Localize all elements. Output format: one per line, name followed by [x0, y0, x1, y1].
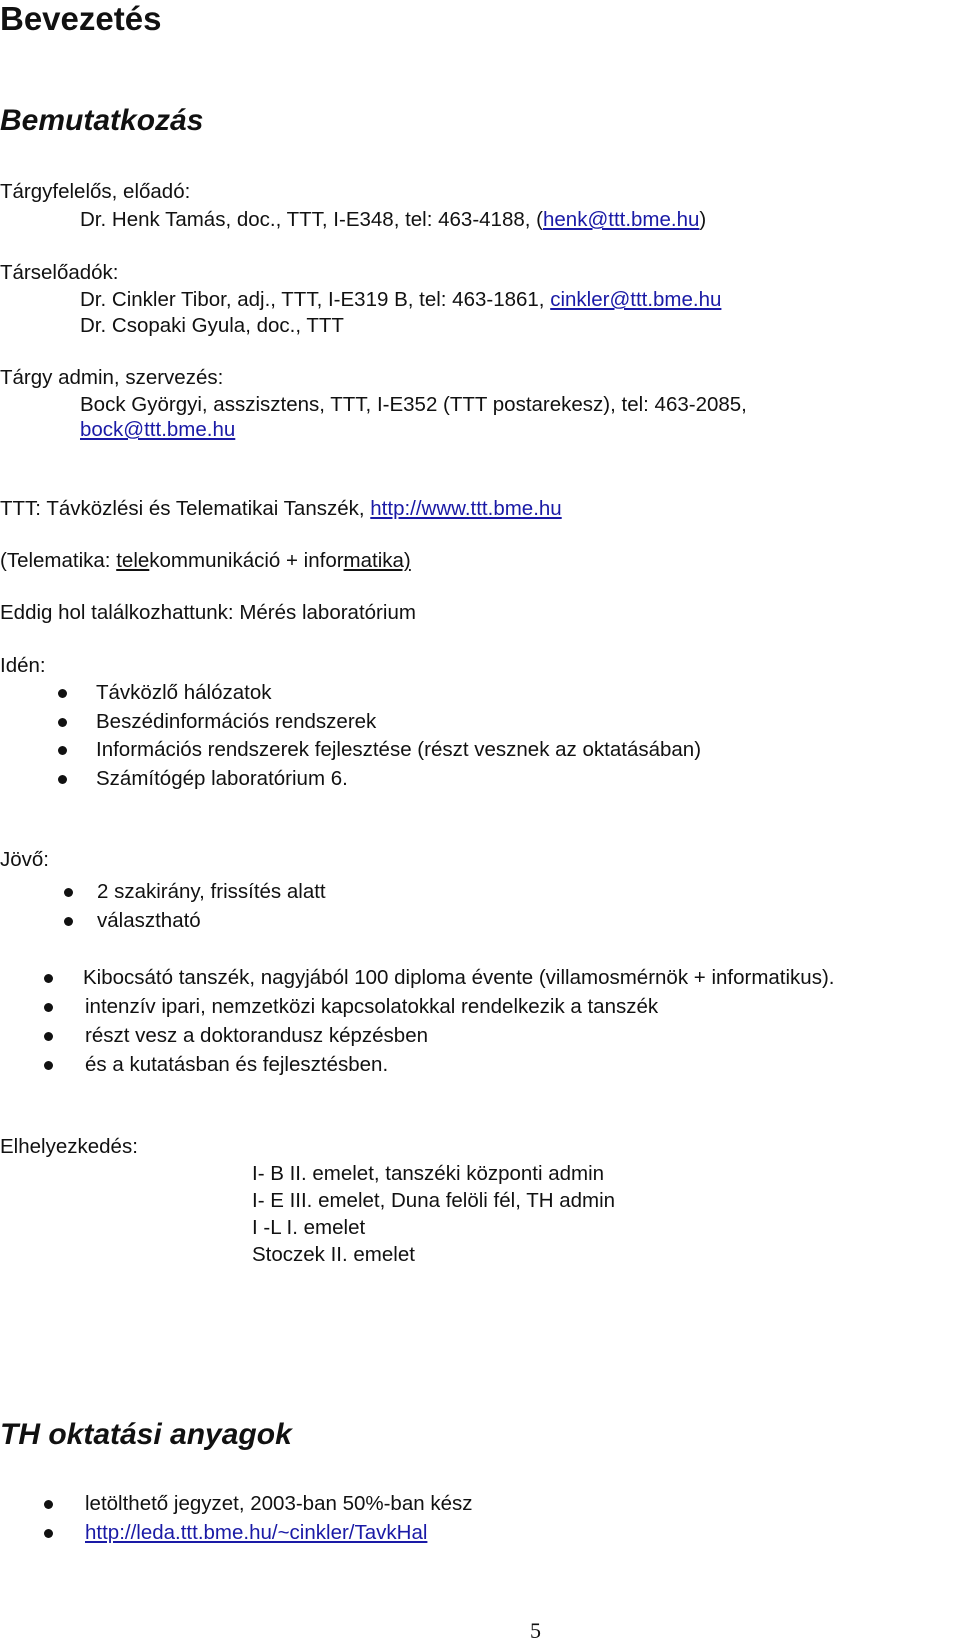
admin-email-link[interactable]: bock@ttt.bme.hu [80, 418, 236, 441]
bullet-icon [64, 917, 73, 926]
telematika-matika: matika) [343, 549, 411, 572]
admin-label: Tárgy admin, szervezés: [0, 366, 224, 389]
materials-item: letölthető jegyzet, 2003-ban 50%-ban kész [85, 1492, 473, 1515]
bullet-icon [44, 1500, 53, 1509]
dept-item: intenzív ipari, nemzetközi kapcsolatokkal rendelkezik a tanszék [85, 995, 659, 1018]
materials-link-line [85, 1521, 427, 1545]
iden-item: Információs rendszerek fejlesztése (részt vesznek az oktatásában) [96, 738, 702, 761]
iden-item: Számítógép laboratórium 6. [96, 767, 348, 790]
admin-email-line [80, 418, 235, 442]
section-heading-materials: TH oktatási anyagok [0, 1418, 292, 1451]
dept-item: részt vesz a doktorandusz képzésben [85, 1024, 428, 1047]
bullet-icon [58, 775, 67, 784]
jovo-item: 2 szakirány, frissítés alatt [97, 880, 326, 903]
bullet-icon [64, 888, 73, 897]
lecturer-label: Tárgyfelelős, előadó: [0, 180, 191, 203]
bullet-icon [44, 974, 53, 983]
lecturer-line [80, 208, 706, 232]
dept-item: és a kutatásban és fejlesztésben. [85, 1053, 389, 1076]
location-item: I- B II. emelet, tanszéki központi admin [252, 1162, 605, 1185]
co-lecturer-1-email-link[interactable]: cinkler@ttt.bme.hu [550, 288, 722, 311]
telematika-open: (Telematika: [0, 549, 117, 572]
co-lecturer-2: Dr. Csopaki Gyula, doc., TTT [80, 314, 344, 337]
ttt-text: TTT: Távközlési és Telematikai Tanszék, [0, 497, 371, 520]
bullet-icon [44, 1061, 53, 1070]
page-title: Bevezetés [0, 0, 162, 37]
location-item: I -L I. emelet [252, 1216, 366, 1239]
bullet-icon [58, 689, 67, 698]
bullet-icon [58, 746, 67, 755]
iden-label: Idén: [0, 654, 46, 677]
co-lecturer-1-text: Dr. Cinkler Tibor, adj., TTT, I-E319 B, tel: 463-1861, [80, 288, 551, 311]
telematika-line [0, 549, 411, 573]
location-item: Stoczek II. emelet [252, 1243, 415, 1266]
dept-item: Kibocsátó tanszék, nagyjából 100 diploma évente (villamosmérnök + informatikus). [83, 966, 835, 989]
admin-text: Bock Györgyi, asszisztens, TTT, I-E352 (TTT postarekesz), tel: 463-2085, [80, 393, 747, 416]
telematika-mid: kommunikáció + infor [149, 549, 344, 572]
section-heading-intro: Bemutatkozás [0, 104, 204, 137]
ttt-line [0, 497, 562, 521]
jovo-item: választható [97, 909, 201, 932]
lecturer-text: Dr. Henk Tamás, doc., TTT, I-E348, tel: 463-4188, ( [80, 208, 543, 231]
iden-item: Beszédinformációs rendszerek [96, 710, 377, 733]
ttt-url-link[interactable]: http://www.ttt.bme.hu [370, 497, 562, 520]
co-lecturer-1 [80, 288, 721, 312]
telematika-tele: tele [116, 549, 150, 572]
bullet-icon [58, 718, 67, 727]
lecturer-email-link[interactable]: henk@ttt.bme.hu [542, 208, 700, 231]
jovo-label: Jövő: [0, 848, 49, 871]
bullet-icon [44, 1032, 53, 1041]
iden-item: Távközlő hálózatok [96, 681, 272, 704]
bullet-icon [44, 1529, 53, 1538]
location-item: I- E III. emelet, Duna felöli fél, TH admin [252, 1189, 616, 1212]
page-number: 5 [530, 1618, 541, 1643]
eddig-line: Eddig hol találkozhattunk: Mérés laboratórium [0, 601, 416, 624]
materials-link[interactable]: http://leda.ttt.bme.hu/~cinkler/TavkHal [85, 1521, 428, 1544]
location-label: Elhelyezkedés: [0, 1135, 138, 1158]
co-lecturers-label: Társelőadók: [0, 261, 119, 284]
lecturer-close: ) [699, 208, 707, 231]
bullet-icon [44, 1003, 53, 1012]
